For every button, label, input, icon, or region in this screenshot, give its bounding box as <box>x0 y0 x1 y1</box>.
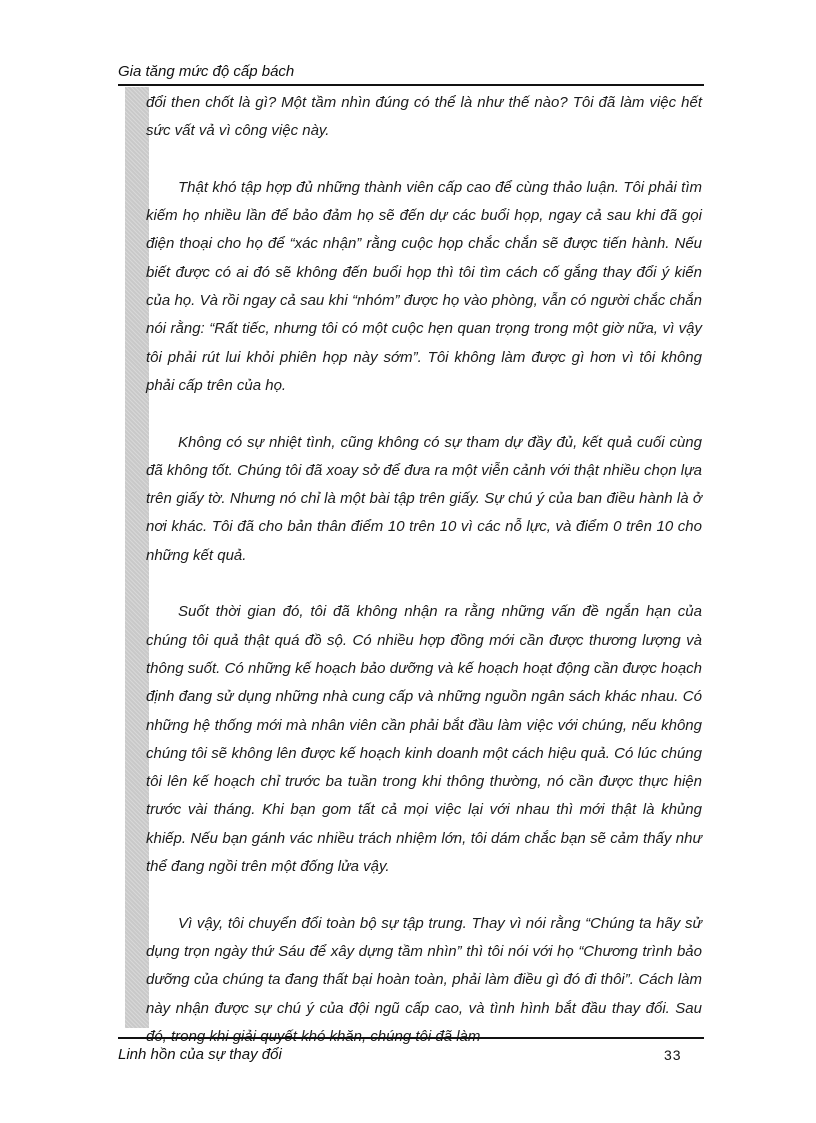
paragraph-continued: đổi then chốt là gì? Một tầm nhìn đúng có thể là như thế nào? Tôi đã làm việc hết sức vất vả vì công việc này. <box>146 94 702 140</box>
page-number: 33 <box>664 1047 682 1063</box>
running-header-title: Gia tăng mức độ cấp bách <box>118 63 295 80</box>
paragraph: Suốt thời gian đó, tôi đã không nhận ra rằng những vấn đề ngắn hạn của chúng tôi quả thật quá đồ sộ. Có nhiều hợp đồng mới cần được thương lượng và thông suốt. Có những kế hoạch bảo dưỡng và kế hoạch hoạt động cần được hoạch định đang sử dụng những nhà cung cấp và những nguồn ngân sách khác nhau. Có những hệ thống mới mà nhân viên cần phải bắt đầu làm việc với chúng, nếu không chúng tôi sẽ không lên được kế hoạch kinh doanh một cách hiệu quả. Có lúc chúng tôi lên kế hoạch chỉ trước ba tuần trong khi thông thường, nó cần được thực hiện trước vài tháng. Khi bạn gom tất cả mọi việc lại với nhau thì mới thật là khủng khiếp. Nếu bạn gánh vác nhiều trách nhiệm lớn, tôi dám chắc bạn sẽ cảm thấy như thể đang ngồi trên một đống lửa vậy. <box>146 603 702 876</box>
paragraph: Không có sự nhiệt tình, cũng không có sự tham dự đầy đủ, kết quả cuối cùng đã không tốt. Chúng tôi đã xoay sở để đưa ra một viễn cảnh với thật nhiều chọn lựa trên giấy tờ. Nhưng nó chỉ là một bài tập trên giấy. Sự chú ý của ban điều hành là ở nơi khác. Tôi đã cho bản thân điểm 10 trên 10 vì các nỗ lực, và điểm 0 trên 10 cho những kết quả. <box>146 433 702 564</box>
paragraph: Thật khó tập hợp đủ những thành viên cấp cao để cùng thảo luận. Tôi phải tìm kiếm họ nhiều lần để bảo đảm họ sẽ đến dự các buổi họp, ngay cả sau khi đã gọi điện thoại cho họ để “xác nhận” rằng cuộc họp chắc chắn sẽ được tiến hành. Nếu biết được có ai đó sẽ không đến buổi họp thì tôi tìm cách cố gắng thay đổi ý kiến của họ. Và rồi ngay cả sau khi “nhóm” được họ vào phòng, vẫn có người chắc chắn nói rằng: “Rất tiếc, nhưng tôi có một cuộc hẹn quan trọng trong một giờ nữa, vì vậy tôi phải rút lui khỏi phiên họp này sớm”. Tôi không làm được gì hơn vì tôi không phải cấp trên của họ. <box>146 178 702 394</box>
paragraph: Vì vậy, tôi chuyển đổi toàn bộ sự tập trung. Thay vì nói rằng “Chúng ta hãy sử dụng trọn ngày thứ Sáu để xây dựng tầm nhìn” thì tôi nói với họ “Chương trình bảo dưỡng của chúng ta đang thất bại hoàn toàn, phải làm điều gì đó đi thôi”. Cách làm này nhận được sự chú ý của đội ngũ cấp cao, và tình hình bắt đầu thay đổi. Sau <box>146 914 702 1017</box>
footer-rule <box>118 1037 704 1039</box>
header-rule <box>118 84 704 86</box>
body-text <box>146 89 702 1079</box>
running-footer-title: Linh hồn của sự thay đổi <box>118 1046 282 1063</box>
